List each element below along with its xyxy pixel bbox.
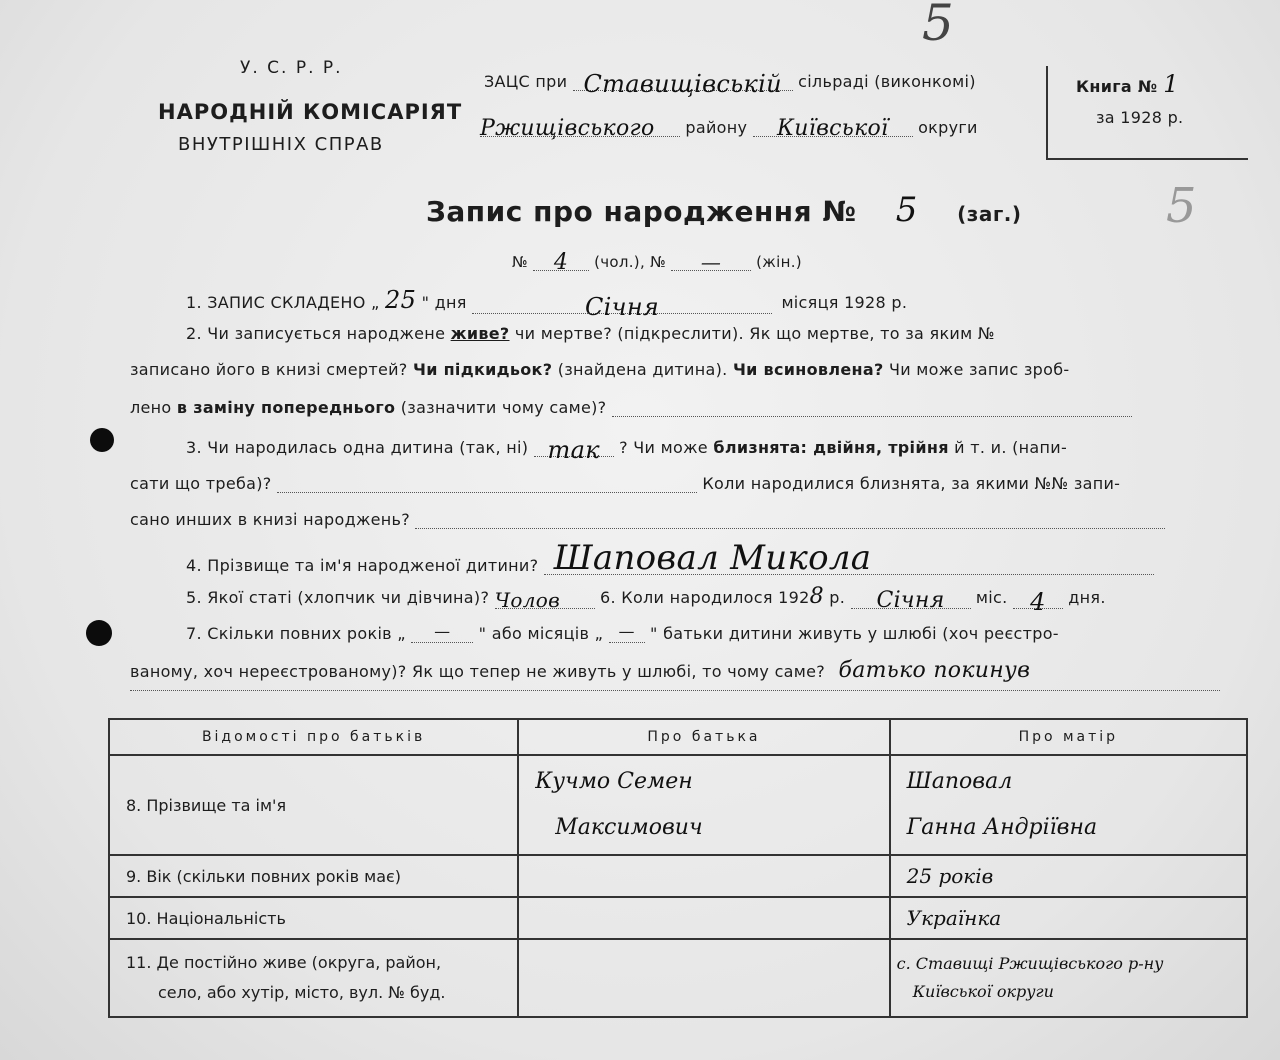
col-header-info: Відомості про батьків — [109, 719, 518, 755]
record-number: 5 — [895, 190, 918, 230]
margin-mark: 5 — [1166, 178, 1197, 234]
q7-line-1: 7. Скільки повних років „ — " або місяців „ — " батьки дитини живуть у шлюбі (хоч реєстро- — [186, 622, 1059, 643]
table-row — [109, 855, 1247, 897]
father-nationality — [518, 897, 889, 939]
district-line: Ржищівського району Київської округи — [480, 116, 978, 141]
mother-nationality: Українка — [890, 897, 1247, 939]
child-name: Шаповал Микола — [544, 538, 1154, 575]
father-age — [518, 855, 889, 897]
zags-line: ЗАЦС при Ставищівській сільраді (виконкомі) — [484, 70, 976, 98]
mother-name: Шаповал Ганна Андріївна — [890, 755, 1247, 855]
q7-blank-line — [130, 690, 1220, 691]
q4-line: 4. Прізвище та ім'я народженої дитини? Шаповал Микола — [186, 538, 1154, 575]
record-title: Запис про народження № 5 (заг.) — [426, 190, 1022, 230]
female-count: — — [671, 250, 751, 271]
gender-counts: № 4 (чол.), № — (жін.) — [512, 250, 802, 275]
col-header-father: Про батька — [518, 719, 889, 755]
row-label: 10. Національність — [109, 897, 518, 939]
ussr-label: У. С. Р. Р. — [240, 58, 343, 78]
commissariat-label: НАРОДНІЙ КОМІСАРІЯТ — [158, 100, 463, 124]
book-number: 1 — [1163, 70, 1179, 98]
row-label: 9. Вік (скільки повних років має) — [109, 855, 518, 897]
mother-age: 25 років — [890, 855, 1247, 897]
district-name: Ржищівського — [480, 116, 680, 137]
row-label: 8. Прізвище та ім'я — [109, 755, 518, 855]
parents-table — [108, 718, 1248, 1018]
q7-answer: батько покинув — [838, 658, 1031, 683]
q2-line-1: 2. Чи записується народжене живе? чи мертве? (підкреслити). Як що мертве, то за яким № — [186, 324, 995, 343]
table-header-row — [109, 719, 1247, 755]
father-name: Кучмо Семен Максимович — [518, 755, 889, 855]
q7-line-2: ваному, хоч нереєстрованому)? Як що тепер не живуть у шлюбі, то чому саме? батько покинув — [130, 658, 1031, 683]
internal-affairs-label: ВНУТРІШНІХ СПРАВ — [178, 134, 384, 155]
mother-residence: с. Ставищі Ржищівського р-ну Київської округи — [890, 939, 1247, 1017]
table-row — [109, 897, 1247, 939]
q3-line-3: сано инших в книзі народжень? — [130, 508, 1165, 529]
q5-q6-line: 5. Якої статі (хлопчик чи дівчина)? Чолов 6. Коли народилося 1928 р. Січня міс. 4 дня. — [186, 584, 1106, 616]
q2-line-2: записано його в книзі смертей? Чи підкидьок? (знайдена дитина). Чи всиновлена? Чи може запис зроб- — [130, 360, 1070, 379]
birth-month: Січня — [851, 588, 971, 609]
q3-line-1: 3. Чи народилась одна дитина (так, ні) так ? Чи може близнята: двійня, трійня й т. и. (напи- — [186, 436, 1068, 464]
zags-village: Ставищівській — [573, 70, 793, 91]
row-label: 11. Де постійно живе (округа, район, село, або хутір, місто, вул. № буд. — [109, 939, 518, 1017]
father-residence — [518, 939, 889, 1017]
q1-month: Січня — [472, 293, 772, 314]
birth-day: 4 — [1013, 588, 1063, 609]
birth-year-digit: 8 — [809, 584, 824, 609]
male-count: 4 — [533, 250, 589, 271]
q3-answer: так — [534, 436, 614, 457]
q1-line: 1. ЗАПИС СКЛАДЕНО „ 25 " дня Січня місяця 1928 р. — [186, 286, 908, 321]
book-year: за 1928 р. — [1096, 108, 1184, 127]
col-header-mother: Про матір — [890, 719, 1247, 755]
okruha-name: Київської — [753, 116, 913, 137]
punch-hole-top — [90, 428, 114, 452]
punch-hole-bottom — [86, 620, 112, 646]
stamp-number: 5 — [922, 0, 954, 52]
book-box — [1046, 66, 1248, 160]
q1-day: 25 — [385, 286, 417, 314]
book-label: Книга № 1 — [1076, 70, 1179, 98]
child-sex: Чолов — [495, 588, 595, 609]
q2-line-3: лено в заміну попереднього (зазначити чому саме)? — [130, 396, 1132, 417]
q3-line-2: сати що треба)? Коли народилися близнята, за якими №№ запи- — [130, 474, 1121, 493]
table-row — [109, 939, 1247, 1017]
table-row — [109, 755, 1247, 855]
